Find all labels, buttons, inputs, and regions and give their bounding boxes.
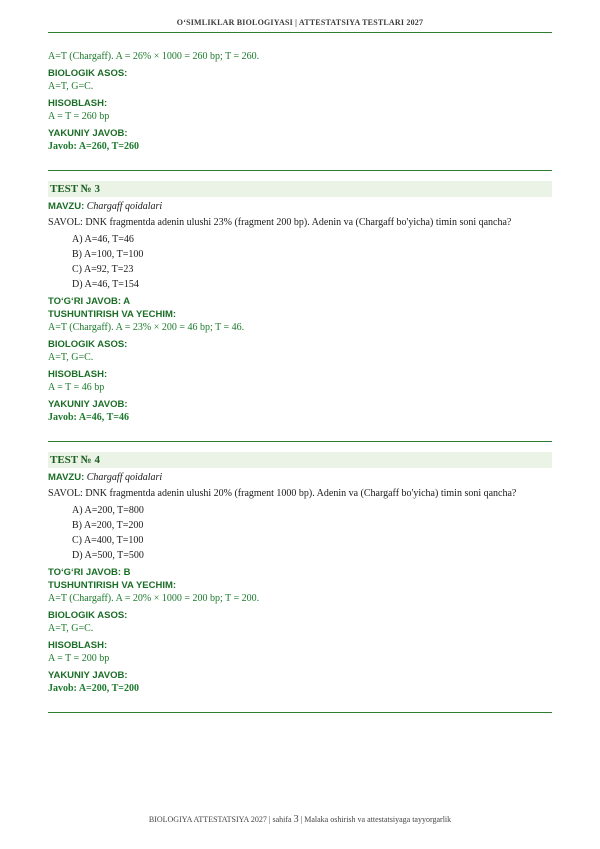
hisob-text: A = T = 200 bp (48, 653, 110, 664)
biologik-heading: BIOLOGIK ASOS: (48, 339, 128, 350)
option-b: B) A=100, T=100 (72, 249, 144, 260)
footer-page-label: sahifa (272, 815, 292, 824)
explanation-text: A=T (Chargaff). A = 23% × 200 = 46 bp; T = 46. (48, 322, 245, 333)
option-c: C) A=400, T=100 (72, 535, 144, 546)
correct-answer: TO‘G‘RI JAVOB: A (48, 296, 131, 307)
biologik-heading: BIOLOGIK ASOS: (48, 610, 128, 621)
test-title: TEST № 4 (48, 452, 552, 468)
explanation-text: A=T (Chargaff). A = 26% × 1000 = 260 bp; T = 260. (48, 51, 260, 62)
option-a: A) A=46, T=46 (72, 234, 134, 245)
option-d: D) A=46, T=154 (72, 279, 139, 290)
topic-label: MAVZU: (48, 201, 85, 212)
options-list (72, 232, 552, 292)
footer-separator: | (300, 815, 303, 824)
question-text: SAVOL: DNK fragmentda adenin ulushi 23% (fragment 200 bp). Adenin va (Chargaff bo'yicha) timin soni qancha? (48, 217, 512, 228)
options-list (72, 503, 552, 563)
topic-label: MAVZU: (48, 472, 85, 483)
biologik-heading: BIOLOGIK ASOS: (48, 68, 128, 79)
biologik-text: A=T, G=C. (48, 623, 94, 634)
page-number: 3 (293, 814, 299, 825)
hisob-text: A = T = 260 bp (48, 111, 110, 122)
yakuniy-heading: YAKUNIY JAVOB: (48, 399, 128, 410)
topic-value: Chargaff qoidalari (86, 472, 163, 483)
footer-subtitle: Malaka oshirish va attestatsiyaga tayyorgarlik (304, 815, 452, 824)
hisob-heading: HISOBLASH: (48, 98, 108, 109)
explanation-heading: TUSHUNTIRISH VA YECHIM: (48, 580, 177, 591)
previous-test-continuation (48, 50, 552, 154)
yakuniy-text: Javob: A=46, T=46 (48, 412, 129, 423)
section-divider (48, 712, 552, 713)
header-rule (48, 32, 552, 33)
page-header: O‘SIMLIKLAR BIOLOGIYASI | ATTESTATSIYA TESTLARI 2027 (176, 18, 424, 27)
biologik-text: A=T, G=C. (48, 352, 94, 363)
yakuniy-text: Javob: A=200, T=200 (48, 683, 139, 694)
footer-title: BIOLOGIYA ATTESTATSIYA 2027 (148, 815, 267, 824)
topic-line (48, 471, 552, 485)
option-c: C) A=92, T=23 (72, 264, 134, 275)
topic-value: Chargaff qoidalari (86, 201, 163, 212)
question-text: SAVOL: DNK fragmentda adenin ulushi 20% (fragment 1000 bp). Adenin va (Chargaff bo'yicha) timin soni qancha? (48, 488, 517, 499)
yakuniy-text: Javob: A=260, T=260 (48, 141, 139, 152)
test-block (48, 452, 552, 696)
biologik-text: A=T, G=C. (48, 81, 94, 92)
option-b: B) A=200, T=200 (72, 520, 144, 531)
yakuniy-heading: YAKUNIY JAVOB: (48, 128, 128, 139)
hisob-heading: HISOBLASH: (48, 369, 108, 380)
hisob-heading: HISOBLASH: (48, 640, 108, 651)
page-content (48, 50, 552, 723)
test-block (48, 181, 552, 425)
test-title: TEST № 3 (48, 181, 552, 197)
option-d: D) A=500, T=500 (72, 550, 144, 561)
section-divider (48, 441, 552, 442)
correct-answer: TO‘G‘RI JAVOB: B (48, 567, 131, 578)
hisob-text: A = T = 46 bp (48, 382, 105, 393)
topic-line (48, 200, 552, 214)
page-footer (0, 814, 600, 825)
explanation-text: A=T (Chargaff). A = 20% × 1000 = 200 bp; T = 200. (48, 593, 260, 604)
footer-separator: | (268, 815, 271, 824)
explanation-heading: TUSHUNTIRISH VA YECHIM: (48, 309, 177, 320)
option-a: A) A=200, T=800 (72, 505, 144, 516)
yakuniy-heading: YAKUNIY JAVOB: (48, 670, 128, 681)
section-divider (48, 170, 552, 171)
